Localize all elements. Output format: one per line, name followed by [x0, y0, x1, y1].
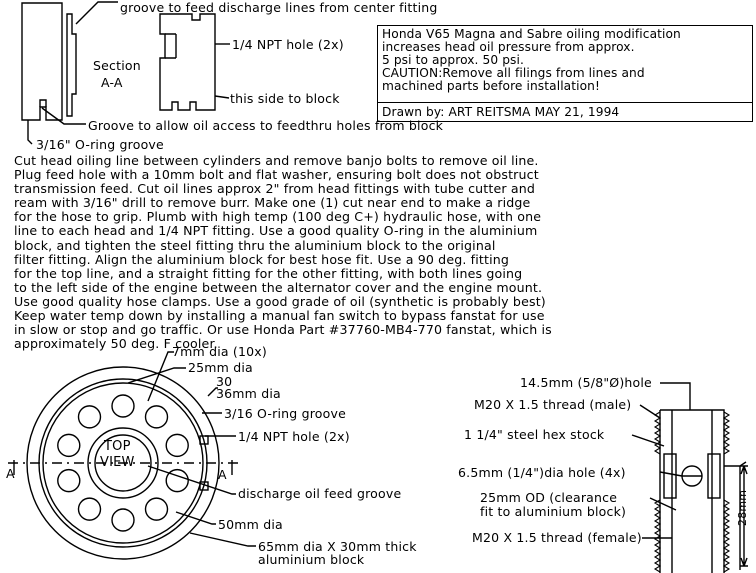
- dim-28mm-label: 28mm: [736, 489, 749, 526]
- section-left-body: [22, 3, 62, 120]
- oil-hole: [166, 434, 188, 456]
- info-divider: [378, 102, 752, 103]
- hex-stock-label: 1 1/4" steel hex stock: [464, 427, 605, 442]
- npt-hole-top-label: 1/4 NPT hole (2x): [238, 429, 350, 444]
- leader-14mm: [660, 383, 690, 410]
- fitting-threads: [655, 412, 729, 572]
- hole-14mm-label: 14.5mm (5/8"Ø)hole: [520, 375, 652, 390]
- leader-groove-access: [42, 108, 86, 124]
- info-line-4: CAUTION:Remove all filings from lines and: [382, 66, 645, 80]
- section-marker-right: A: [218, 467, 227, 482]
- oil-hole: [146, 406, 168, 428]
- oil-hole: [78, 406, 100, 428]
- instruction-line: filter fitting. Align the aluminium block for best hose fit. Use a 90 deg. fitting: [14, 251, 510, 267]
- groove-feed-label: groove to feed discharge lines from center fitting: [120, 0, 438, 15]
- instruction-line: Cut head oiling line between cylinders and remove banjo bolts to remove oil line.: [14, 153, 539, 168]
- instruction-line: ream with 3/16" drill to remove burr. Make one (1) cut near end to make a ridge: [14, 195, 531, 211]
- instruction-line: in slow or stop and go traffic. Or use Honda Part #37760-MB4-770 fanstat, which is: [14, 322, 552, 338]
- section-strip: [67, 14, 76, 116]
- od-label-1: 25mm OD (clearance: [480, 490, 618, 505]
- oil-hole: [112, 395, 134, 417]
- leader-oring: [28, 120, 32, 144]
- leader-groove-feed: [76, 2, 118, 24]
- section-title-2: A-A: [101, 75, 123, 90]
- dia-50mm-label: 50mm dia: [218, 517, 283, 532]
- block-size-label: 65mm dia X 30mm thick: [258, 539, 417, 554]
- oil-hole: [58, 470, 80, 492]
- top-view-label-1: TOP: [104, 439, 131, 454]
- info-box: [377, 25, 753, 122]
- section-right-body: [160, 14, 215, 110]
- top-view-label-2: VIEW: [100, 455, 135, 470]
- instructions-paragraph: [14, 154, 754, 351]
- instruction-line: for the top line, and a straight fitting for the other fitting, with both lines going: [14, 265, 523, 281]
- hole-6mm-label: 6.5mm (1/4")dia hole (4x): [458, 465, 626, 480]
- thread-male-label: M20 X 1.5 thread (male): [474, 397, 632, 412]
- thread-zigzag: [655, 500, 660, 572]
- oil-hole: [58, 434, 80, 456]
- thread-zigzag: [724, 500, 729, 572]
- info-line-1: Honda V65 Magna and Sabre oiling modification: [382, 27, 681, 41]
- groove-access-label: Groove to allow oil access to feedthru holes from block: [88, 118, 444, 133]
- oring-groove-top-label: 3/16 O-ring groove: [224, 406, 346, 421]
- leader-thread-male: [640, 405, 660, 418]
- instruction-line: Use good quality hose clamps. Use a good grade of oil (synthetic is probably best): [14, 293, 546, 309]
- instruction-line: Plug feed hole with a 10mm bolt and flat washer, ensuring bolt does not obstruct: [14, 167, 539, 183]
- info-line-5: machined parts before installation!: [382, 79, 600, 93]
- oil-hole: [78, 498, 100, 520]
- oring-groove-label: 3/16" O-ring groove: [36, 137, 164, 152]
- instruction-line: block, and tighten the steel fitting thru the aluminium block to the original: [14, 237, 496, 253]
- instruction-line: approximately 50 deg. F cooler.: [14, 336, 218, 352]
- instruction-line: for the hose to grip. Plumb with high temp (100 deg C+) hydraulic hose, with one: [14, 209, 542, 225]
- hole-7mm-label: 7mm dia (10x): [172, 344, 267, 359]
- leader-this-side: [215, 96, 229, 98]
- section-marker-left: A: [6, 466, 15, 481]
- block-material-label: aluminium block: [258, 552, 365, 567]
- instruction-line: to the left side of the engine between the alternator cover and the engine mount.: [14, 279, 543, 295]
- oil-hole: [146, 498, 168, 520]
- fitting-body: [660, 410, 746, 573]
- od-label-2: fit to aluminium block): [480, 504, 627, 519]
- npt-hole-label: 1/4 NPT hole (2x): [232, 37, 344, 52]
- dia-30-label: 30: [216, 374, 233, 389]
- dia-36mm-label: 36mm dia: [216, 386, 281, 401]
- dia-25mm-label: 25mm dia: [188, 360, 253, 375]
- thread-female-label: M20 X 1.5 thread (female): [472, 530, 642, 545]
- instruction-line: Keep water temp down by installing a manual fan switch to bypass fanstat for use: [14, 308, 545, 324]
- instruction-line: line to each head and 1/4 NPT fitting. Use a good quality O-ring in the aluminium: [14, 223, 538, 239]
- leader-6mm: [660, 472, 682, 476]
- section-title-1: Section: [93, 58, 141, 73]
- oil-hole: [112, 509, 134, 531]
- info-line-2: increases head oil pressure from approx.: [382, 40, 635, 54]
- info-line-3: 5 psi to approx. 50 psi.: [382, 53, 524, 67]
- leader-65mm: [190, 533, 256, 546]
- instruction-line: transmission feed. Cut oil lines approx 2" from head fittings with tube cutter and: [14, 181, 535, 197]
- thread-zigzag: [724, 412, 729, 454]
- discharge-groove-label: discharge oil feed groove: [238, 486, 402, 501]
- drawn-by: Drawn by: ART REITSMA MAY 21, 1994: [382, 105, 620, 119]
- this-side-label: this side to block: [230, 91, 340, 106]
